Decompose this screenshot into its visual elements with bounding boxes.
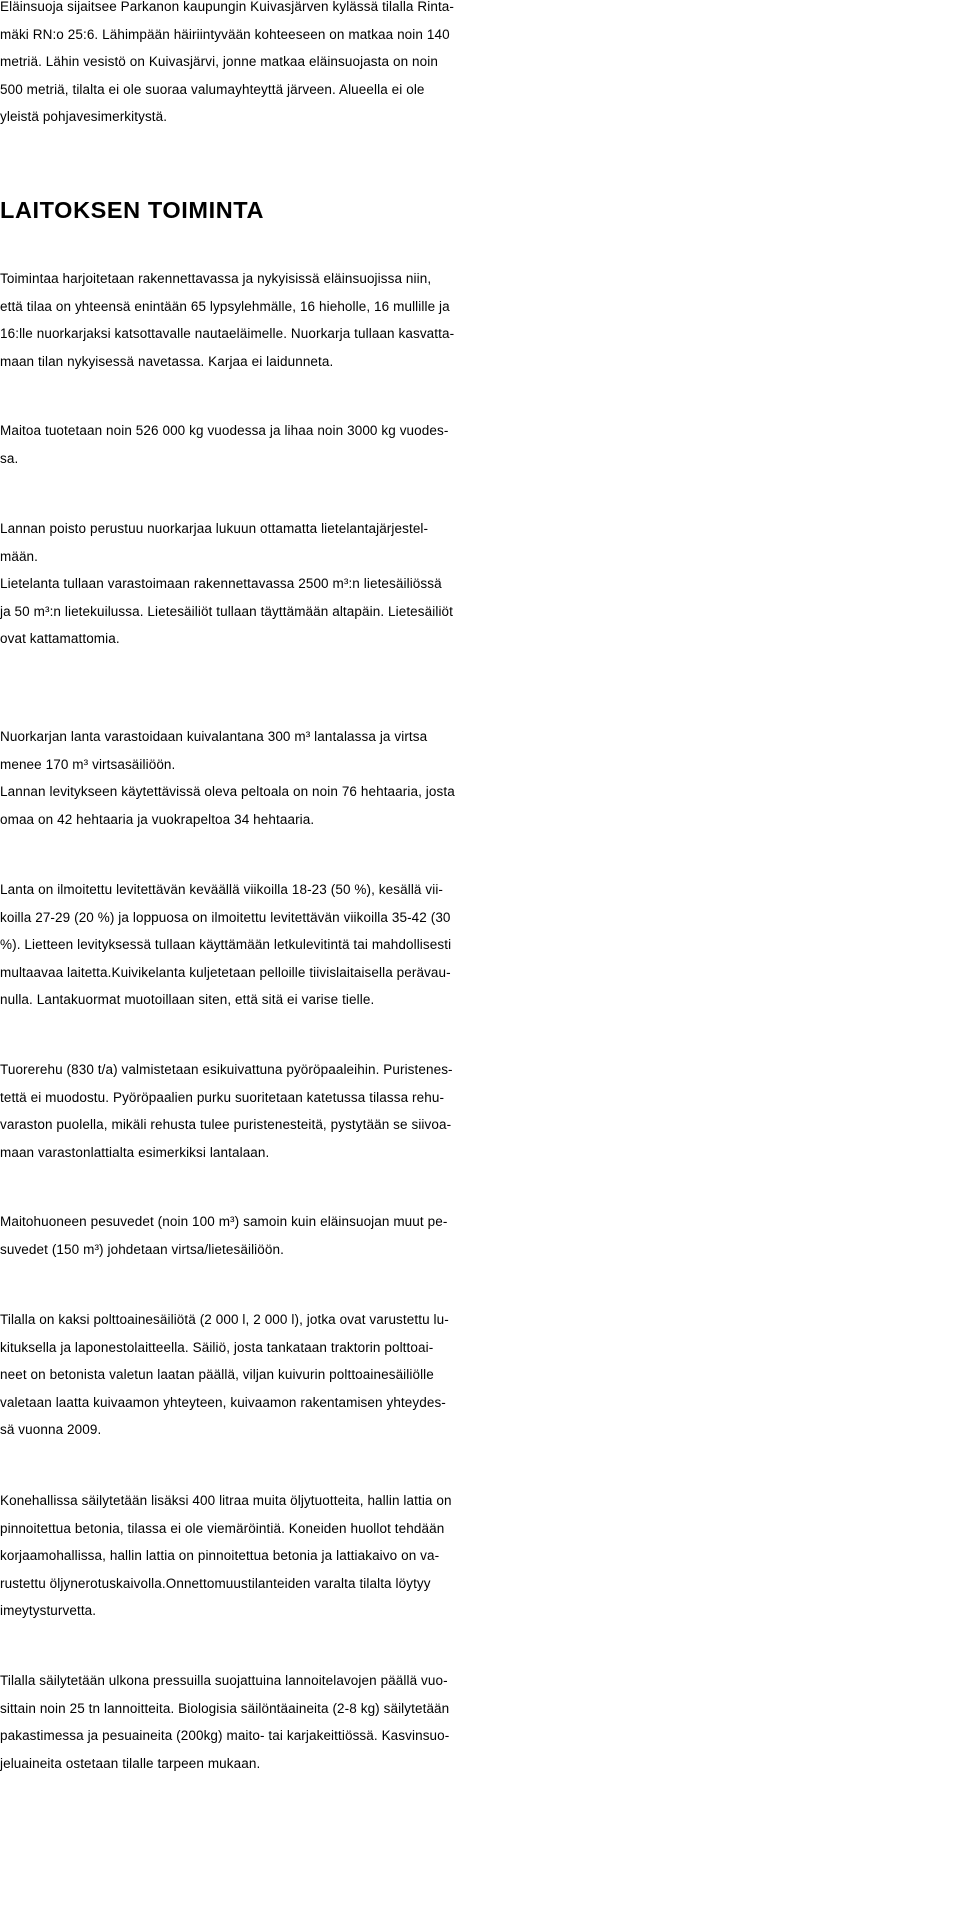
paragraph-fertilizers — [0, 1667, 960, 1777]
paragraph-manure-removal — [0, 515, 960, 653]
text-line: sä vuonna 2009. — [0, 1422, 102, 1438]
paragraph-silage — [0, 1056, 960, 1166]
intro-paragraph — [0, 0, 960, 131]
text-line: menee 170 m³ virtsasäiliöön. — [0, 756, 176, 772]
text-line: rustettu öljynerotuskaivolla.Onnettomuustilanteiden varalta tilalta löytyy — [0, 1575, 431, 1591]
text-line: metriä. Lähin vesistö on Kuivasjärvi, jonne matkaa eläinsuojasta on noin — [0, 54, 438, 70]
text-line: neet on betonista valetun laatan päällä, viljan kuivurin polttoainesäiliölle — [0, 1367, 434, 1383]
text-line: Lannan poisto perustuu nuorkarjaa lukuun ottamatta lietelantajärjestel- — [0, 521, 429, 536]
text-line: multaavaa laitetta.Kuivikelanta kuljetetaan pelloille tiivislaitaisella perävau- — [0, 964, 451, 980]
text-line: pinnoitettua betonia, tilassa ei ole viemäröintiä. Koneiden huollot tehdään — [0, 1520, 445, 1536]
text-line: maan varastonlattialta esimerkiksi lantalaan. — [0, 1144, 270, 1160]
text-line: valetaan laatta kuivaamon yhteyteen, kuivaamon rakentamisen yhteydes- — [0, 1394, 446, 1410]
text-line: 500 metriä, tilalta ei ole suoraa valumayhteyttä järveen. Alueella ei ole — [0, 81, 425, 97]
text-line: sa. — [0, 450, 19, 466]
text-line: sittain noin 25 tn lannoitteita. Biologisia säilöntäaineita (2-8 kg) säilytetään — [0, 1700, 450, 1716]
text-line: Tilalla säilytetään ulkona pressuilla suojattuina lannoitelavojen päällä vuo- — [0, 1673, 448, 1688]
text-line: Maitoa tuotetaan noin 526 000 kg vuodessa ja lihaa noin 3000 kg vuodes- — [0, 423, 449, 438]
paragraph-operation — [0, 265, 960, 375]
text-line: mäki RN:o 25:6. Lähimpään häiriintyvään kohteeseen on matkaa noin 140 — [0, 26, 450, 42]
text-line: Lannan levitykseen käytettävissä oleva peltoala on noin 76 hehtaaria, josta — [0, 784, 455, 800]
text-line: %). Lietteen levityksessä tullaan käyttämään letkulevitintä tai mahdollisesti — [0, 937, 452, 953]
text-line: tettä ei muodostu. Pyöröpaalien purku suoritetaan katetussa tilassa rehu- — [0, 1089, 445, 1105]
text-line: suvedet (150 m³) johdetaan virtsa/lietesäiliöön. — [0, 1241, 284, 1257]
section-heading: LAITOKSEN TOIMINTA — [0, 197, 265, 223]
text-line: Tuorerehu (830 t/a) valmistetaan esikuivattuna pyöröpaaleihin. Puristenes- — [0, 1062, 453, 1077]
text-line: Tilalla on kaksi polttoainesäiliötä (2 000 l, 2 000 l), jotka ovat varustettu lu- — [0, 1312, 449, 1327]
text-line: Nuorkarjan lanta varastoidaan kuivalantana 300 m³ lantalassa ja virtsa — [0, 729, 428, 744]
paragraph-spreading — [0, 876, 960, 1014]
text-line: mään. — [0, 548, 39, 564]
paragraph-wash-water — [0, 1208, 960, 1263]
text-line: jeluaineita ostetaan tilalle tarpeen mukaan. — [0, 1755, 261, 1771]
text-line: pakastimessa ja pesuaineita (200kg) maito- tai karjakeittiössä. Kasvinsuo- — [0, 1728, 450, 1744]
text-line: Eläinsuoja sijaitsee Parkanon kaupungin Kuivasjärven kylässä tilalla Rinta- — [0, 0, 454, 14]
text-line: yleistä pohjavesimerkitystä. — [0, 109, 168, 125]
paragraph-production — [0, 417, 960, 472]
text-line: että tilaa on yhteensä enintään 65 lypsylehmälle, 16 hieholle, 16 mullille ja — [0, 298, 450, 314]
text-line: imeytysturvetta. — [0, 1603, 97, 1619]
text-line: koilla 27-29 (20 %) ja loppuosa on ilmoitettu levitettävän viikoilla 35-42 (30 — [0, 909, 451, 925]
text-line: Konehallissa säilytetään lisäksi 400 litraa muita öljytuotteita, hallin lattia on — [0, 1493, 452, 1508]
text-line: kituksella ja laponestolaitteella. Säiliö, josta tankataan traktorin polttoai- — [0, 1339, 434, 1355]
text-line: varaston puolella, mikäli rehusta tulee puristenesteitä, pystytään se siivoa- — [0, 1117, 452, 1133]
text-line: Toimintaa harjoitetaan rakennettavassa ja nykyisissä eläinsuojissa niin, — [0, 271, 432, 286]
text-line: omaa on 42 hehtaaria ja vuokrapeltoa 34 hehtaaria. — [0, 811, 315, 827]
text-line: Maitohuoneen pesuvedet (noin 100 m³) samoin kuin eläinsuojan muut pe- — [0, 1214, 448, 1229]
paragraph-fuel-tanks — [0, 1306, 960, 1444]
text-line: ovat kattamattomia. — [0, 631, 120, 647]
text-line: nulla. Lantakuormat muotoillaan siten, että sitä ei varise tielle. — [0, 992, 375, 1008]
text-line: korjaamohallissa, hallin lattia on pinnoitettua betonia ja lattiakaivo on va- — [0, 1548, 440, 1564]
paragraph-machine-hall — [0, 1487, 960, 1625]
text-line: ja 50 m³:n lietekuilussa. Lietesäiliöt tullaan täyttämään altapäin. Lietesäiliöt — [0, 603, 454, 619]
text-line: Lietelanta tullaan varastoimaan rakennettavassa 2500 m³:n lietesäiliössä — [0, 576, 442, 592]
paragraph-dry-manure — [0, 723, 960, 833]
text-line: maan tilan nykyisessä navetassa. Karjaa ei laidunneta. — [0, 353, 334, 369]
text-line: 16:lle nuorkarjaksi katsottavalle nautaeläimelle. Nuorkarja tullaan kasvatta- — [0, 326, 455, 342]
text-line: Lanta on ilmoitettu levitettävän keväällä viikoilla 18-23 (50 %), kesällä vii- — [0, 882, 444, 897]
